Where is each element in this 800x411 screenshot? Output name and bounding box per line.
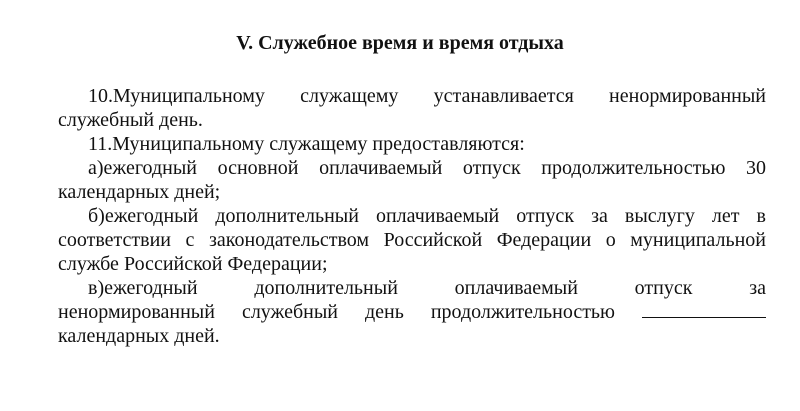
paragraph-10-line-1: 10.Муниципальному служащему устанавливается ненормированный (88, 85, 766, 107)
item-v-line-2-text: ненормированный служебный день продолжительностью (58, 301, 615, 323)
paragraph-11-line-1: 11.Муниципальному служащему предоставляются: (88, 133, 525, 155)
section-title: V. Служебное время и время отдыха (236, 32, 564, 54)
item-v-line-1: в)ежегодный дополнительный оплачиваемый отпуск за (88, 277, 766, 299)
item-v-line-3: календарных дней. (58, 325, 220, 347)
item-a-line-2: календарных дней; (58, 181, 221, 203)
item-b-line-3: службе Российской Федерации; (58, 253, 328, 275)
blank-fill-line (642, 300, 766, 318)
item-b-line-1: б)ежегодный дополнительный оплачиваемый отпуск за выслугу лет в (88, 205, 766, 227)
item-v-line-2 (58, 300, 766, 324)
item-a-line-1: а)ежегодный основной оплачиваемый отпуск продолжительностью 30 (88, 157, 766, 179)
item-b-line-2: соответствии с законодательством Российской Федерации о муниципальной (58, 229, 766, 251)
document-body (58, 84, 766, 348)
paragraph-10-line-2: служебный день. (58, 109, 203, 131)
